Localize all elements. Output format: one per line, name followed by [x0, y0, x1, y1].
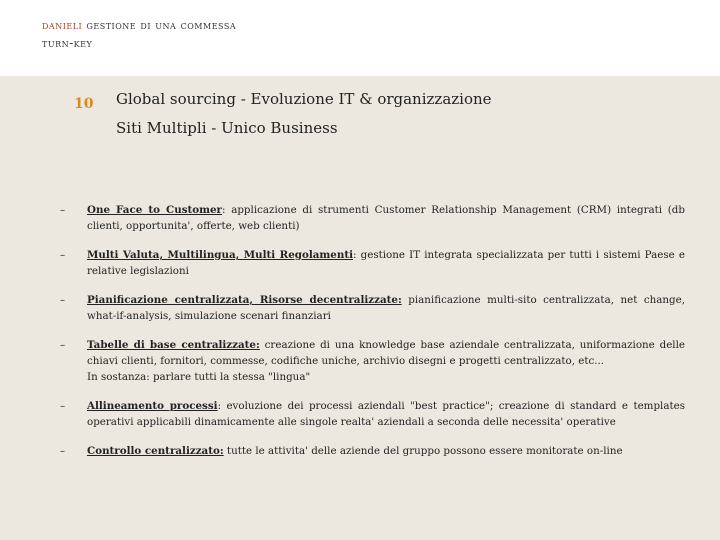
bullet-dash: –	[60, 204, 66, 216]
bullet-key: Controllo centralizzato:	[87, 445, 224, 457]
bullet-dash: –	[60, 445, 66, 457]
bullet-key: Allineamento processi	[87, 400, 218, 412]
bullet-item	[60, 202, 685, 234]
bullet-text: : applicazione di strumenti Customer Relationship Management (CRM) integrati (db clienti, opportunita', offerte, web clienti)	[87, 204, 685, 232]
header-subtitle: turn-key	[42, 36, 93, 50]
bullet-item	[60, 247, 685, 279]
slide-title: Global sourcing - Evoluzione IT & organizzazione	[116, 90, 492, 108]
header-title-rest: gestione di una commessa	[82, 18, 237, 32]
bullet-extra-text: In sostanza: parlare tutti la stessa "lingua"	[87, 371, 311, 383]
bullet-text: creazione di una knowledge base aziendale centralizzata, uniformazione delle chiavi clienti, fornitori, commesse, codifiche uniche, archivio disegni e progetti centralizzato, etc...	[87, 339, 685, 367]
bullet-dash: –	[60, 294, 66, 306]
bullet-text: : gestione IT integrata specializzata per tutti i sistemi Paese e relative legislazioni	[87, 249, 685, 277]
bullet-text: tutte le attivita' delle aziende del gruppo possono essere monitorate on-line	[223, 445, 623, 457]
bullet-item	[60, 292, 685, 324]
bullet-key: One Face to Customer	[87, 204, 222, 216]
bullet-item	[60, 398, 685, 430]
bullet-text: pianificazione multi-sito centralizzata, net change, what-if-analysis, simulazione scenari finanziari	[87, 294, 685, 322]
bullet-item	[60, 337, 685, 385]
bullet-text: : evoluzione dei processi aziendali "best practice"; creazione di standard e templates operativi applicabili dinamicamente alle singole realta' aziendali a seconda delle necessita' operative	[87, 400, 685, 428]
bullet-key: Multi Valuta, Multilingua, Multi Regolamenti	[87, 249, 354, 261]
bullet-dash: –	[60, 339, 66, 351]
bullet-dash: –	[60, 400, 66, 412]
slide-number: 10	[74, 96, 94, 112]
bullet-key: Tabelle di base centralizzate:	[87, 339, 260, 351]
header-title	[42, 18, 236, 32]
slide-subtitle: Siti Multipli - Unico Business	[116, 119, 338, 137]
bullet-item	[60, 443, 685, 459]
slide-header	[0, 0, 720, 76]
bullet-key: Pianificazione centralizzata, Risorse decentralizzate:	[87, 294, 402, 306]
bullet-list	[60, 202, 685, 472]
brand-name: danieli	[42, 18, 83, 32]
bullet-dash: –	[60, 249, 66, 261]
